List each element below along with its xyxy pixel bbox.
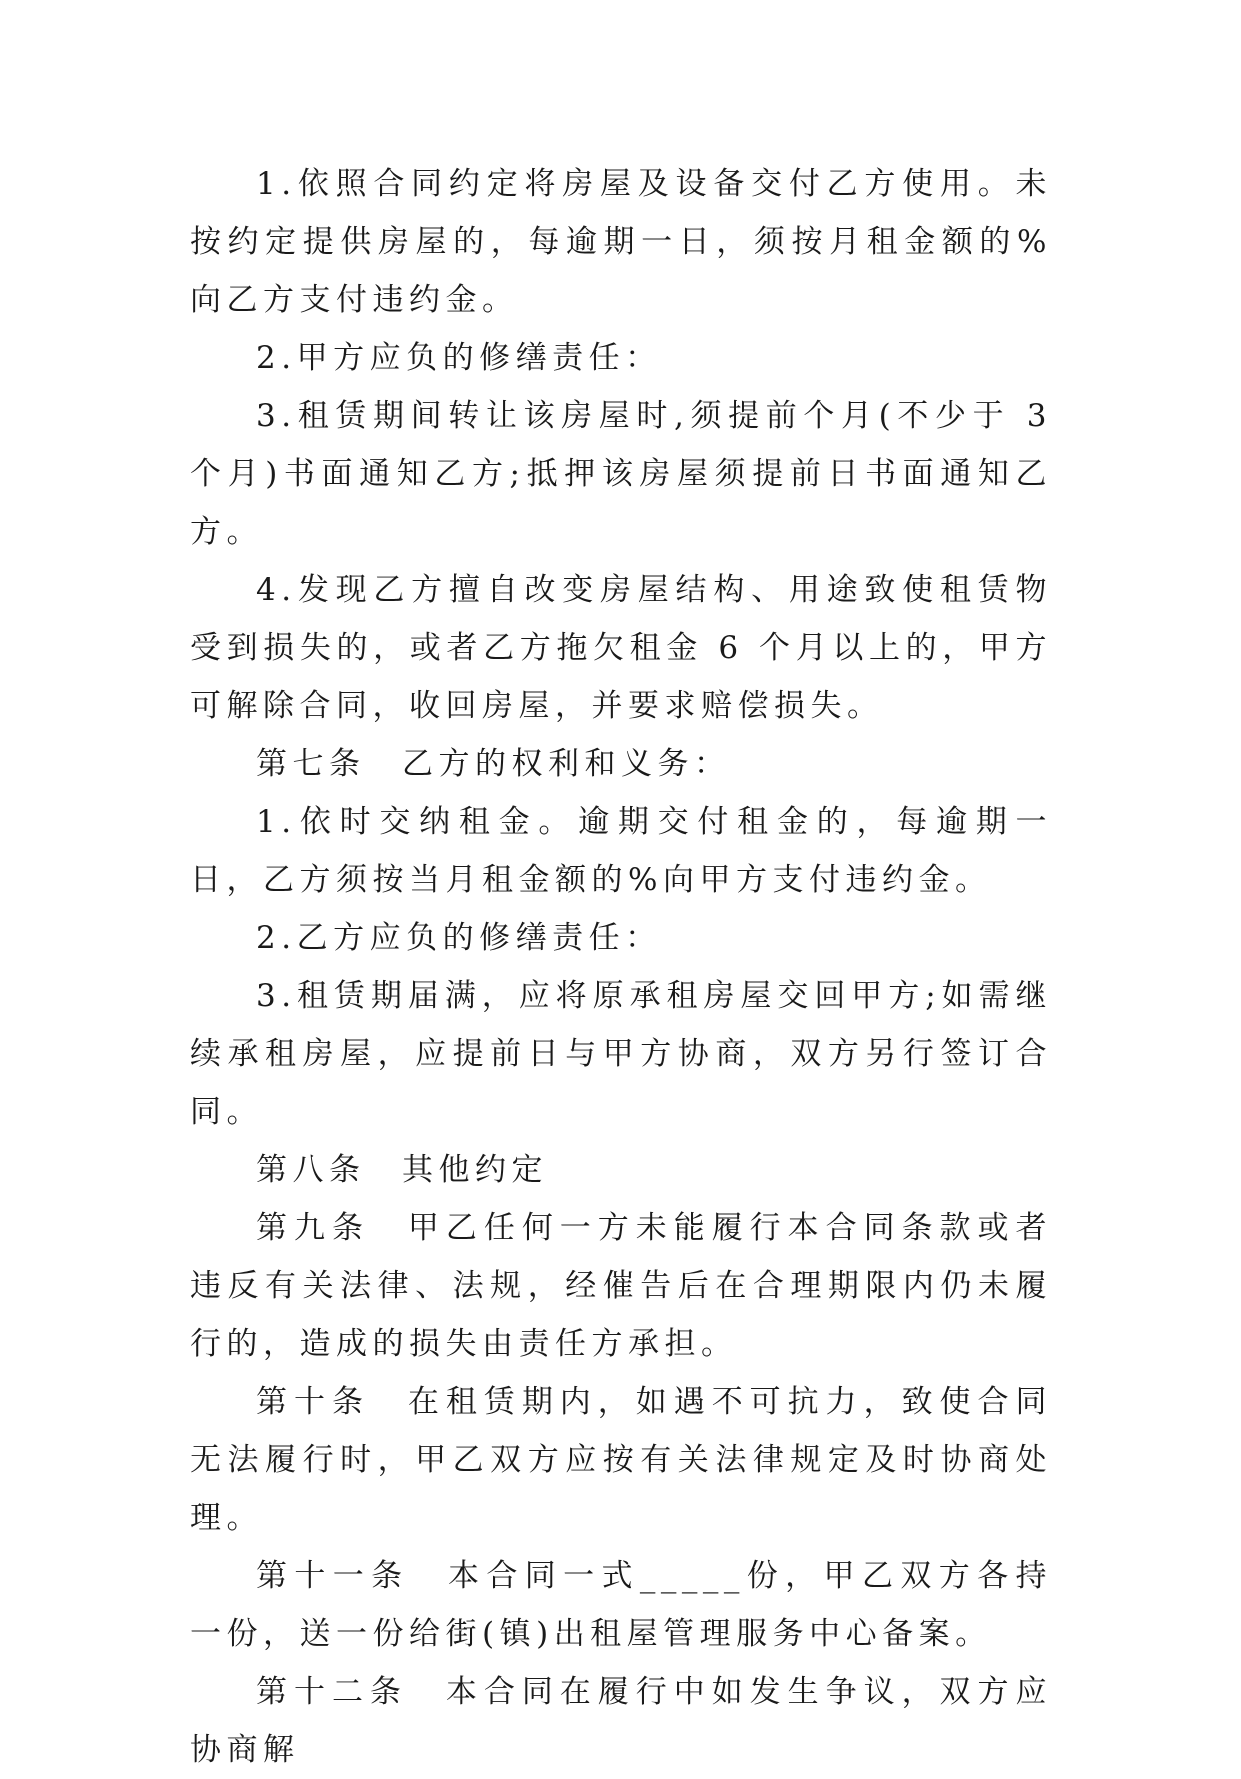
article-9: 第九条 甲乙任何一方未能履行本合同条款或者违反有关法律、法规，经催告后在合理期限内仍未履行的，造成的损失由责任方承担。 — [190, 1210, 1052, 1362]
article-12: 第十二条 本合同在履行中如发生争议，双方应协商解 — [190, 1674, 1052, 1768]
article-8-heading: 第八条 其他约定 — [256, 1152, 548, 1188]
paragraph-landlord-duty-4: 4.发现乙方擅自改变房屋结构、用途致使租赁物受到损失的，或者乙方拖欠租金 6 个月以上的，甲方可解除合同，收回房屋，并要求赔偿损失。 — [190, 572, 1052, 724]
article-11: 第十一条 本合同一式_____份，甲乙双方各持一份，送一份给街(镇)出租屋管理服务中心备案。 — [190, 1558, 1052, 1652]
paragraph-tenant-duty-3: 3.租赁期届满，应将原承租房屋交回甲方;如需继续承租房屋，应提前日与甲方协商，双方另行签订合同。 — [190, 978, 1052, 1130]
paragraph-landlord-duty-2: 2.甲方应负的修缮责任： — [256, 340, 662, 376]
article-7-heading: 第七条 乙方的权利和义务： — [256, 746, 731, 782]
article-10: 第十条 在租赁期内，如遇不可抗力，致使合同无法履行时，甲乙双方应按有关法律规定及时协商处理。 — [190, 1384, 1052, 1536]
paragraph-tenant-duty-1: 1.依时交纳租金。逾期交付租金的，每逾期一日，乙方须按当月租金额的%向甲方支付违约金。 — [190, 804, 1052, 898]
document-body — [190, 155, 1052, 1779]
paragraph-landlord-duty-3: 3.租赁期间转让该房屋时,须提前个月(不少于 3 个月)书面通知乙方;抵押该房屋须提前日书面通知乙方。 — [190, 398, 1052, 550]
paragraph-landlord-duty-1: 1.依照合同约定将房屋及设备交付乙方使用。未按约定提供房屋的，每逾期一日，须按月租金额的%向乙方支付违约金。 — [190, 166, 1052, 318]
paragraph-tenant-duty-2: 2.乙方应负的修缮责任： — [256, 920, 662, 956]
